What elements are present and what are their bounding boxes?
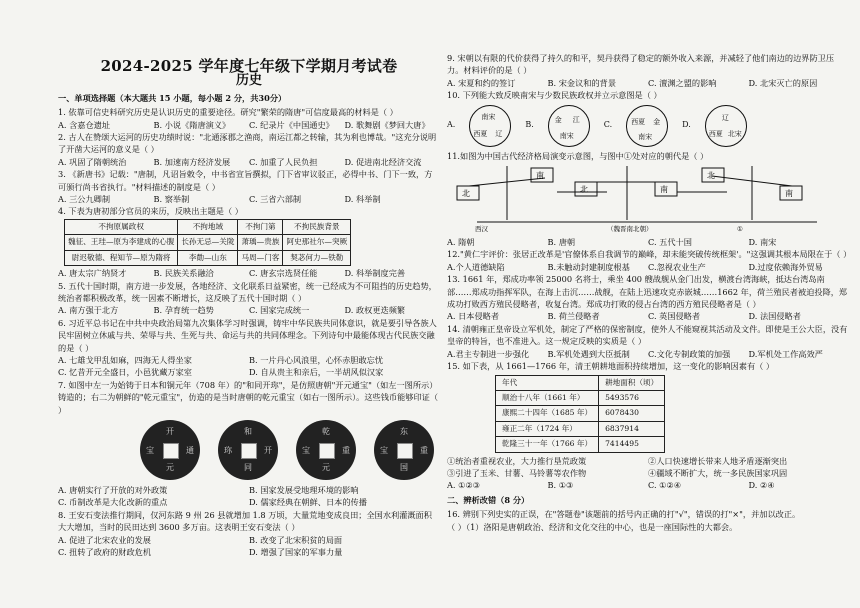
left-column bbox=[58, 0, 440, 558]
question-10-diagrams: A. 南宋 西夏 辽 B. 金 江 南宋 C. 西夏 金 南宋 D. 辽 西夏 北宋 bbox=[447, 105, 849, 147]
economy-shift-diagram bbox=[447, 164, 849, 234]
option-c: C.文化专制政策的加强 bbox=[648, 348, 731, 359]
question-8-options bbox=[58, 534, 440, 559]
coin-images bbox=[140, 420, 440, 480]
option-c: C. 纪录片《中国通史》 bbox=[249, 119, 334, 130]
option-c: C. 五代十国 bbox=[648, 237, 692, 248]
option-d: D. 法国侵略者 bbox=[748, 311, 801, 322]
table-cell: 尉迟敬德、程知节—原为隋将 bbox=[65, 250, 178, 265]
question-14-options bbox=[447, 348, 849, 360]
question-6-options bbox=[58, 354, 440, 379]
option-d: D. 科举制度完善 bbox=[344, 268, 406, 279]
question-11: 11.如图为中国古代经济格局演变示意图，与图中①处对应的朝代是（ ） bbox=[447, 150, 709, 161]
option-a: A. 宋夏和约的签订 bbox=[447, 77, 516, 88]
question-6: 6. 习近平总书记在中共中央政治局第九次集体学习时强调，铸牢中华民族共同体意识，就是要引导各族人民牢固树立休戚与共、荣辱与共、生死与共、命运与共的共同体理念。下列诗句中最能体现古代民族交融的是（ ） bbox=[58, 317, 437, 353]
table-row bbox=[65, 250, 351, 265]
question-10: 10. 下列能大致反映南宋与少数民族政权并立示意图是（ ） bbox=[447, 90, 662, 101]
question-3-options bbox=[58, 193, 440, 205]
question-1-options bbox=[58, 119, 440, 131]
option-c: C.忽视农业生产 bbox=[648, 261, 706, 272]
option-c: C. 三省六部制 bbox=[249, 194, 302, 205]
question-4-table bbox=[64, 219, 351, 266]
option-b: B. 荷兰侵略者 bbox=[547, 311, 600, 322]
table-cell: 5493576 bbox=[599, 390, 665, 405]
table-header: 耕地面积（顷） bbox=[599, 375, 665, 390]
question-15-items bbox=[447, 455, 849, 480]
table-header: 年代 bbox=[496, 375, 599, 390]
option-c: C. 币制改革是大化改新的重点 bbox=[58, 497, 168, 508]
option-c: C. 加重了人民负担 bbox=[249, 156, 318, 167]
svg-text:北: 北 bbox=[462, 189, 470, 199]
question-16: 16. 辨别下列史实的正误，在"答题卷"该题前的括号内正确的打"√"，错误的打"×"，并加以改正。 bbox=[447, 509, 801, 520]
table-cell: 6837914 bbox=[599, 421, 665, 436]
question-1: 1. 依靠可信史料研究历史是认识历史的重要途径。研究"繁荣的隋唐"可信度最高的材料是（ ） bbox=[58, 107, 398, 118]
option-b: B. 小说《隋唐演义》 bbox=[153, 119, 231, 130]
option-c: C. 英国侵略者 bbox=[648, 311, 701, 322]
list-item: ②人口快速增长带来人地矛盾逐渐突出 bbox=[648, 455, 788, 466]
option-a: A. 促进了北宋农业的发展 bbox=[58, 534, 151, 545]
option-a: A. 唐太宗广纳贤才 bbox=[58, 268, 127, 279]
table-header: 不拘地域 bbox=[178, 219, 238, 234]
question-13-options bbox=[447, 310, 849, 322]
option-b: B.未触动封建制度根基 bbox=[547, 261, 630, 272]
option-a: A. 三公九卿制 bbox=[58, 194, 111, 205]
list-item: ①统治者重视农业，大力推行垦荒政策 bbox=[447, 455, 587, 466]
option-d: D. 政权更迭频繁 bbox=[344, 305, 406, 316]
svg-text:（魏晋南北朝）: （魏晋南北朝） bbox=[607, 225, 653, 234]
option-d: D. 增强了国家的军事力量 bbox=[249, 547, 343, 557]
option-b: B. 改变了北宋积贫的局面 bbox=[249, 534, 343, 545]
option-d: D. 自从贵主和亲后，一半胡风似汉家 bbox=[249, 367, 384, 378]
question-12: 12."黄仁宇评价：张居正改革是'官僚体系自我调节的巅峰，却未能突破传统框架'。"这强调其根本局限在于（ ） bbox=[447, 249, 852, 260]
table-cell: 雍正二年（1724 年） bbox=[496, 421, 599, 436]
option-d: D. 促进南北经济交流 bbox=[344, 156, 422, 167]
svg-text:南: 南 bbox=[536, 171, 544, 181]
table-row bbox=[496, 390, 665, 405]
question-14: 14. 清朝雍正皇帝设立军机处，制定了严格的保密制度，使外人不能窥视其活动及文件。即使是王公大臣，没有皇帝的特旨，也不准进入。这一规定反映的实质是（ ） bbox=[447, 323, 848, 347]
balance-scales-svg bbox=[447, 164, 847, 234]
option-c: C. 澶渊之盟的影响 bbox=[648, 77, 717, 88]
list-item: ④疆域不断扩大，统一多民族国家巩固 bbox=[648, 467, 788, 478]
table-cell: 阿史那社尔—突厥 bbox=[283, 235, 351, 250]
question-4: 4. 下表为唐初部分官员的来历，反映出主题是（ ） bbox=[58, 206, 243, 217]
option-b: B. 一片丹心风浪里，心怀赤胆敢忘忧 bbox=[249, 354, 384, 365]
table-cell: 7414495 bbox=[599, 437, 665, 452]
section-heading-1: 一、单项选择题（本大题共 15 小题，每小题 2 分，共30分） bbox=[58, 92, 287, 103]
table-cell: 乾隆三十一年（1766 年） bbox=[496, 437, 599, 452]
option-a: A. 南方强于北方 bbox=[58, 305, 119, 316]
option-a: A. 含嘉仓遗址 bbox=[58, 119, 111, 130]
table-cell: 李勣—山东 bbox=[178, 250, 238, 265]
diagram-b: 金 江 南宋 bbox=[548, 105, 590, 147]
table-row bbox=[496, 406, 665, 421]
option-d: D. 南宋 bbox=[748, 237, 777, 248]
coin-kaiyuan: 开 元 通 宝 bbox=[140, 420, 200, 480]
diagram-c: 西夏 金 南宋 bbox=[626, 105, 668, 147]
subject-title: 历史 bbox=[235, 73, 262, 89]
question-2: 2. 古人在赞颂大运河的历史功绩时说："北通涿郡之渔商，南运江都之转输，其为利也博哉。"这充分说明了开凿大运河的意义是（ ） bbox=[58, 132, 437, 155]
option-a: A.君主专制进一步强化 bbox=[447, 348, 530, 359]
option-a: A. 唐朝实行了开放的对外政策 bbox=[58, 484, 168, 495]
option-a: A. 七雄戈甲乱如麻，四海无人得坐家 bbox=[58, 354, 192, 365]
svg-text:南: 南 bbox=[660, 185, 668, 195]
diagram-d: 辽 西夏 北宋 bbox=[705, 105, 747, 147]
option-b: B. 察举制 bbox=[153, 194, 190, 205]
list-item: ③引进了玉米、甘薯、马铃薯等农作物 bbox=[447, 467, 587, 478]
table-cell: 萧瑀—贵族 bbox=[238, 235, 283, 250]
table-header: 不拘原属政权 bbox=[65, 219, 178, 234]
table-cell: 康熙二十四年（1685 年） bbox=[496, 406, 599, 421]
svg-text:北: 北 bbox=[580, 185, 588, 195]
option-b: B. 宋金议和的背景 bbox=[547, 77, 617, 88]
question-4-options bbox=[58, 267, 440, 279]
option-a: A. 日本侵略者 bbox=[447, 311, 500, 322]
table-cell: 顺治十八年（1661 年） bbox=[496, 390, 599, 405]
option-b: B. 唐朝 bbox=[547, 237, 576, 248]
table-row bbox=[65, 235, 351, 250]
table-cell: 契苾何力—铁勒 bbox=[283, 250, 351, 265]
table-cell: 马周—门客 bbox=[238, 250, 283, 265]
table-header: 不拘民族背景 bbox=[283, 219, 351, 234]
diagram-a: 南宋 西夏 辽 bbox=[469, 105, 511, 147]
option-d: D. 北宋灭亡的原因 bbox=[748, 77, 818, 88]
option-d: D. 科举制 bbox=[344, 194, 381, 205]
option-b: B. 国家发展受地理环境的影响 bbox=[249, 484, 359, 495]
option-b: B. 孕育统一趋势 bbox=[153, 305, 214, 316]
table-header: 不拘门第 bbox=[238, 219, 283, 234]
question-16-part-1: （ ）（1）洛阳是唐朝政治、经济和文化交往的中心，也是一座国际性的大都会。 bbox=[447, 521, 738, 532]
coin-wadokaichin: 和 同 开 珎 bbox=[218, 420, 278, 480]
question-11-options bbox=[447, 236, 849, 248]
question-9-options bbox=[447, 77, 849, 89]
option-a: A. 隋朝 bbox=[447, 237, 475, 248]
question-8: 8. 王安石变法推行期间，仅河东路 9 州 26 县就增加 1.8 万顷，大量荒地变成良田；全国水利灌溉面积大大增加，当时的民田达到 3600 多万亩。这表明王安石变法（ ） bbox=[58, 509, 432, 533]
question-7-options bbox=[58, 484, 440, 509]
coin-qianyuan: 乾 元 重 宝 bbox=[296, 420, 356, 480]
question-5: 5. 五代十国时期，南方进一步发展，各地经济、文化联系日益紧密，统一已经成为不可阻挡的历史趋势，统治者都积极改革，统一因素不断增长，这反映了五代十国时期（ ） bbox=[58, 280, 437, 303]
question-7: 7. 如图中左一为始铸于日本和铜元年（708 年）的"和同开珎"，是仿照唐朝"开元通宝"（如左一图所示）铸造的；右二为朝鲜的"乾元重宝"，仿造的是当时唐朝的乾元重宝（如右一图所示）。这些钱币能够印证（ ） bbox=[58, 379, 439, 415]
table-cell: 魏征、王珪—原为李建成的心腹 bbox=[65, 235, 178, 250]
question-2-options bbox=[58, 156, 440, 168]
option-b: B. 民族关系融洽 bbox=[153, 268, 214, 279]
option-c: C. ①②④ bbox=[648, 480, 682, 491]
svg-text:南: 南 bbox=[785, 189, 793, 199]
table-cell: 长孙无忌—关陇 bbox=[178, 235, 238, 250]
table-row bbox=[496, 421, 665, 436]
option-a: A. ①②③ bbox=[447, 480, 481, 491]
option-d: D.军机处工作高效严 bbox=[748, 348, 823, 359]
option-d: D. 儒家经典在朝鲜、日本的传播 bbox=[249, 497, 367, 508]
right-column bbox=[447, 52, 852, 533]
option-c: C. 唐玄宗选贤任能 bbox=[249, 268, 318, 279]
question-12-options bbox=[447, 261, 849, 273]
option-a: A. 巩固了隋朝统治 bbox=[58, 156, 127, 167]
section-heading-2: 二、辨析改错（8 分） bbox=[447, 494, 530, 505]
question-13: 13. 1661 年，郑成功率领 25000 名将士，乘坐 400 艘战舰从金门出发，横渡台湾海峡，抵达台湾岛南部……郑成功指挥军队，在海上击沉……战舰，在陆上迅速攻克赤嵌城……1662 年，荷兰殖民者被迫投降，郑成功打败西方殖民侵略者，收复台湾。郑成功打败的侵占台湾的西方殖民侵略者是（ ） bbox=[447, 274, 848, 310]
option-a: A.个人道德缺陷 bbox=[447, 261, 505, 272]
option-b: B. 加速南方经济发展 bbox=[153, 156, 231, 167]
option-c: C. 国家完成统一 bbox=[249, 305, 310, 316]
table-row bbox=[496, 437, 665, 452]
option-d: D. 歌舞剧《梦回大唐》 bbox=[344, 119, 430, 130]
option-c: C. 忆昔开元全盛日，小邑犹藏万家室 bbox=[58, 367, 192, 378]
question-9: 9. 宋朝以有限的代价获得了持久的和平，契丹获得了稳定的额外收入来源，并减轻了他们南边的边界防卫压力。材料评价的是（ ） bbox=[447, 53, 835, 76]
question-15: 15. 如下表，从 1661—1766 年，清王朝耕地面积持续增加，这一变化的影响因素有（ ） bbox=[447, 361, 775, 372]
svg-text:西汉: 西汉 bbox=[475, 225, 488, 234]
option-c: C. 扭转了政府的财政危机 bbox=[58, 547, 152, 557]
svg-text:北: 北 bbox=[707, 171, 715, 181]
exam-title: 2024-2025 学年度七年级下学期月考试卷 bbox=[100, 57, 398, 75]
question-15-options bbox=[447, 479, 849, 491]
table-cell: 6078430 bbox=[599, 406, 665, 421]
coin-dongguo: 东 国 重 宝 bbox=[374, 420, 434, 480]
question-3: 3. 《新唐书》记载："唐制，凡诏旨敕令，中书省宣旨撰拟，门下省审议驳正，必得中书、门下一致，方可颁行尚书省执行。"材料描述的制度是（ ） bbox=[58, 169, 433, 192]
option-d: D.过度依赖海外贸易 bbox=[748, 261, 823, 272]
option-d: D. ②④ bbox=[748, 480, 775, 491]
svg-text:①: ① bbox=[737, 225, 743, 234]
question-5-options bbox=[58, 304, 440, 316]
option-b: B.军机处遇到大臣抵制 bbox=[547, 348, 630, 359]
question-15-table bbox=[495, 375, 665, 453]
option-b: B. ①③ bbox=[547, 480, 574, 491]
